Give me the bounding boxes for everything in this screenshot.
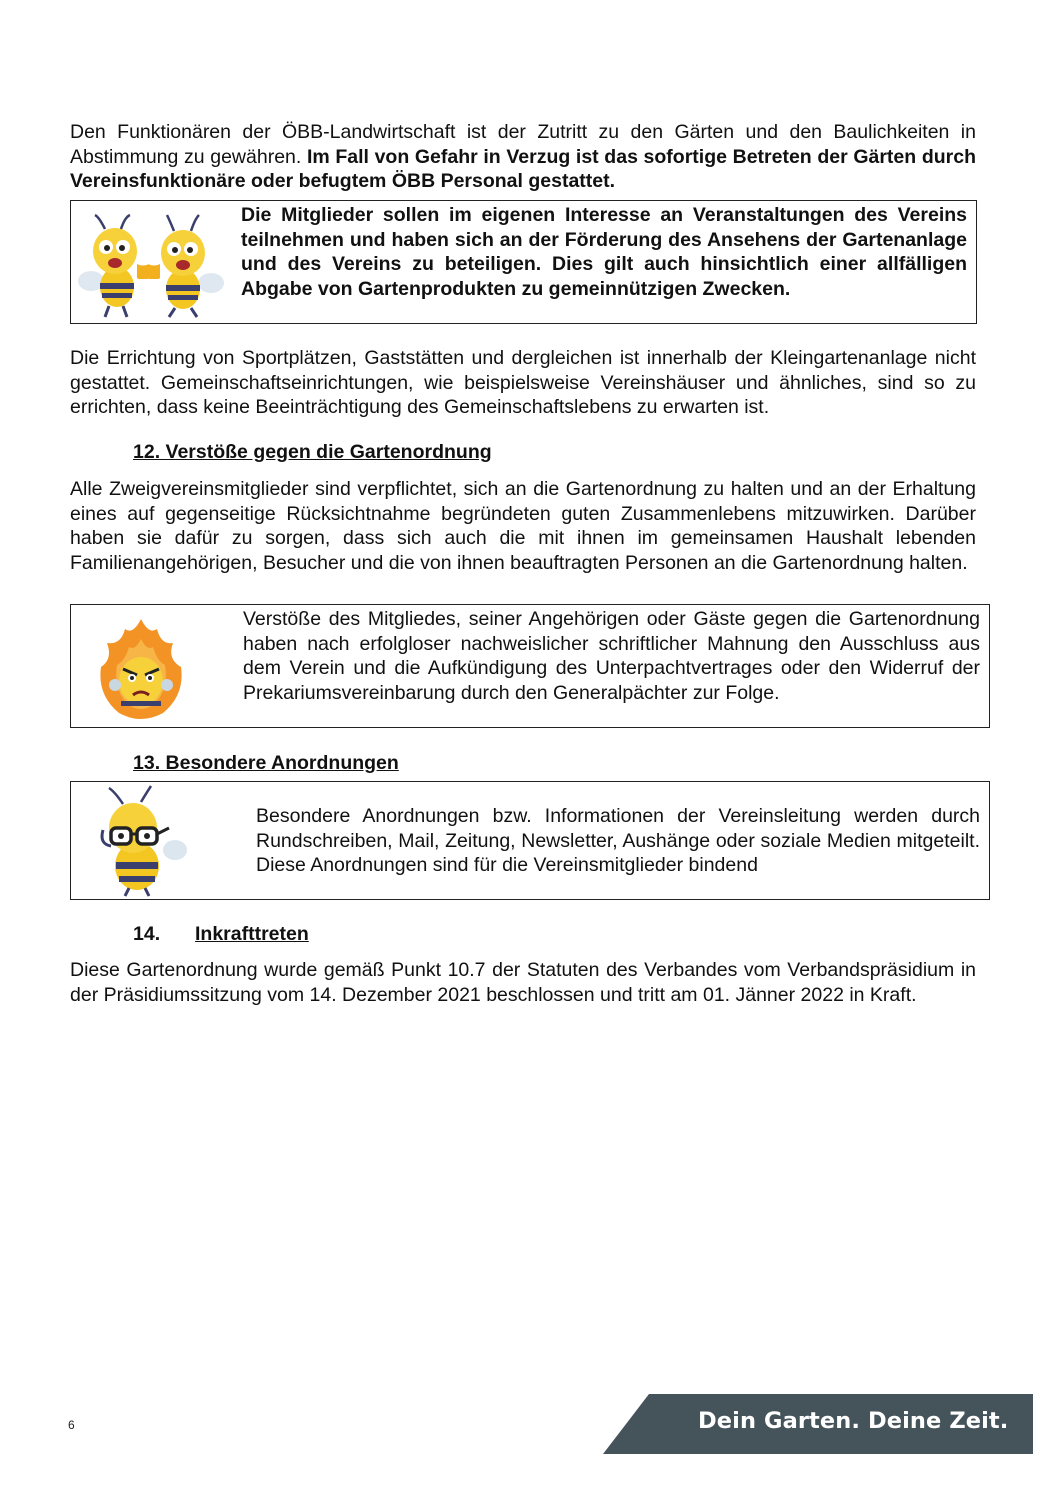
section-14-paragraph: Diese Gartenordnung wurde gemäß Punkt 10.7 der Statuten des Verbandes vom Verbandspräsidium in der Präsidiumssitzung vom 14. Dezember 2021 beschlossen und tritt am 01. Jänner 2022 in Kraft. xyxy=(70,959,976,1006)
box-announcements-text: Besondere Anordnungen bzw. Informationen der Vereinsleitung werden durch Rundschreiben, Mail, Zeitung, Newsletter, Aushänge oder soziale Medien mitgeteilt. Diese Anordnungen sind für die Vereinsmitglieder bindend xyxy=(256,805,980,877)
info-box-participation xyxy=(70,200,977,324)
intro-bold-text: Im Fall von Gefahr in Verzug ist das sofortige Betreten der Gärten durch Vereinsfunktionäre oder befugtem ÖBB Personal gestattet. xyxy=(70,145,976,193)
section-14-number: 14. xyxy=(133,923,161,945)
info-box-announcements xyxy=(70,781,990,900)
section-12-heading: 12. Verstöße gegen die Gartenordnung xyxy=(133,441,492,463)
section-14-title: Inkrafttreten xyxy=(195,923,309,945)
bee-with-glasses-icon xyxy=(89,784,189,898)
two-bees-toasting-icon xyxy=(77,211,227,321)
section-13-heading: 13. Besondere Anordnungen xyxy=(133,752,399,774)
intro-paragraph xyxy=(70,120,976,194)
box-violations-text: Verstöße des Mitgliedes, seiner Angehörigen oder Gäste gegen die Gartenordnung haben nach erfolgloser nachweislicher schriftlicher Mahnung den Ausschluss aus dem Verein und die Aufkündigung des Unterpachtvertrages oder den Widerruf der Prekariumsvereinbarung durch den Generalpächter zur Folge. xyxy=(243,608,980,704)
angry-flame-bee-icon xyxy=(91,615,191,723)
intro-normal-text: Den Funktionären der ÖBB-Landwirtschaft ist der Zutritt zu den Gärten und den Baulichkeiten in Abstimmung zu gewähren. xyxy=(70,121,976,168)
section-12-paragraph: Alle Zweigvereinsmitglieder sind verpflichtet, sich an die Gartenordnung zu halten und an der Erhaltung eines auf gegenseitige Rücksichtnahme begründeten guten Zusammenlebens mitzuwirken. Darüber haben sie dafür zu sorgen, dass sich auch die mit ihnen im gemeinsamen Haushalt lebenden Familienangehörigen, Besucher und die von ihnen beauftragten Personen an die Gartenordnung halten. xyxy=(70,478,976,574)
sport-facilities-paragraph: Die Errichtung von Sportplätzen, Gaststätten und dergleichen ist innerhalb der Kleingartenanlage nicht gestattet. Gemeinschaftseinrichtungen, wie beispielsweise Vereinshäuser und ähnliches, sind so zu errichten, dass keine Beeinträchtigung des Gemeinschaftslebens zu erwarten ist. xyxy=(70,347,976,419)
info-box-violations xyxy=(70,604,990,728)
section-14-heading xyxy=(133,922,309,946)
page-number: 6 xyxy=(68,1418,75,1432)
slogan-text: Dein Garten. Deine Zeit. xyxy=(698,1408,1009,1434)
box-participation-text: Die Mitglieder sollen im eigenen Interesse an Veranstaltungen des Vereins teilnehmen und haben sich an der Förderung des Ansehens der Gartenanlage und des Vereins zu beteiligen. Dies gilt auch hinsichtlich einer allfälligen Abgabe von Gartenprodukten zu gemeinnützigen Zwecken. xyxy=(241,204,967,300)
